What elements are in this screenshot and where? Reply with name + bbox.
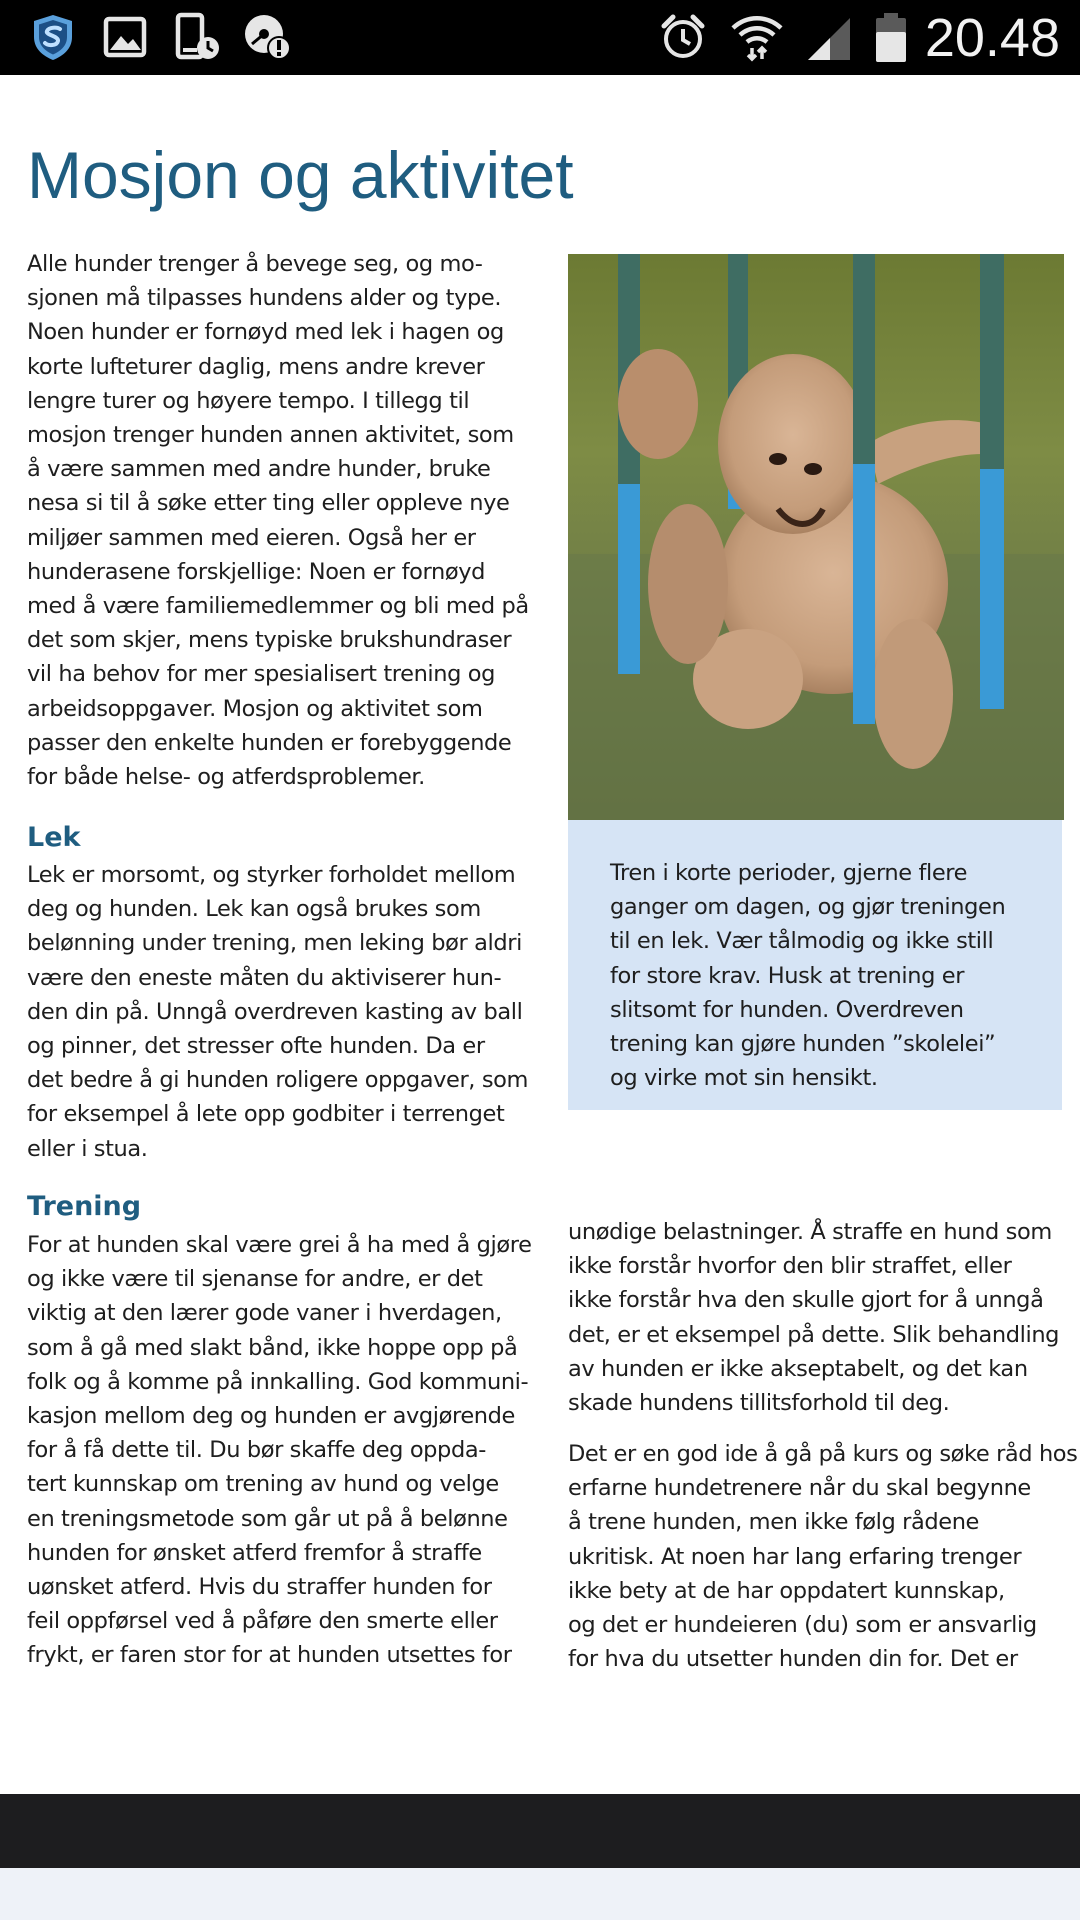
text-line: for hva du utsetter hunden din for. Det er <box>568 1646 1018 1673</box>
text-line: eller i stua. <box>27 1135 148 1162</box>
text-line: korte lufteturer daglig, mens andre krever <box>27 353 485 380</box>
poodle-agility-photo <box>568 254 1064 820</box>
text-line: en treningsmetode som går ut på å belønne <box>27 1505 508 1532</box>
text-line: for eksempel å lete opp godbiter i terrenget <box>27 1101 505 1128</box>
text-line: Lek er morsomt, og styrker forholdet mellom <box>27 862 516 888</box>
text-line: den din på. Unngå overdreven kasting av ball <box>27 998 523 1025</box>
alarm-icon <box>656 10 710 64</box>
phone-history-icon <box>170 10 224 64</box>
text-line: Det er en god ide å gå på kurs og søke råd hos <box>568 1441 1078 1467</box>
text-line: nesa si til å søke etter ting eller oppleve nye <box>27 490 510 517</box>
text-line: passer den enkelte hunden er forebyggende <box>27 729 512 756</box>
text-line: slitsomt for hunden. Overdreven <box>610 996 964 1023</box>
text-line: som å gå med slakt bånd, ikke hoppe opp på <box>27 1334 518 1361</box>
intro-paragraph <box>27 247 527 794</box>
text-line: uønsket atferd. Hvis du straffer hunden for <box>27 1574 492 1601</box>
trening-paragraph <box>27 1228 532 1673</box>
cell-signal-icon <box>802 10 856 64</box>
right-paragraph-2 <box>568 1437 1078 1676</box>
text-line: lengre turer og høyere tempo. I tillegg til <box>27 387 470 414</box>
text-line: og det er hundeieren (du) som er ansvarlig <box>568 1612 1037 1639</box>
page-title: Mosjon og aktivitet <box>27 138 574 212</box>
wifi-icon <box>730 10 784 64</box>
clock: 20.48 <box>924 8 1060 68</box>
text-line: å være sammen med andre hunder, bruke <box>27 456 491 483</box>
text-line: arbeidsoppgaver. Mosjon og aktivitet som <box>27 695 483 722</box>
lek-paragraph <box>27 858 527 1166</box>
document-page <box>0 75 1080 1794</box>
tip-box <box>568 820 1062 1110</box>
text-line: vil ha behov for mer spesialisert trening og <box>27 661 496 688</box>
text-line: for både helse- og atferdsproblemer. <box>27 764 425 791</box>
text-line: for store krav. Husk at trening er <box>610 962 965 989</box>
text-line: hunden for ønsket atferd fremfor å straffe <box>27 1539 482 1566</box>
text-line: Noen hunder er fornøyd med lek i hagen og <box>27 319 504 346</box>
text-line: ikke bety at de har oppdatert kunnskap, <box>568 1577 1005 1604</box>
text-line: ganger om dagen, og gjør treningen <box>610 894 1006 921</box>
text-line: Alle hunder trenger å bevege seg, og mo- <box>27 251 483 277</box>
text-line: belønning under trening, men leking bør aldri <box>27 930 522 957</box>
text-line: ukritisk. At noen har lang erfaring trenger <box>568 1543 1022 1570</box>
text-line: For at hunden skal være grei å ha med å gjøre <box>27 1232 532 1258</box>
text-line: unødige belastninger. Å straffe en hund som <box>568 1219 1052 1245</box>
text-line: Tren i korte perioder, gjerne flere <box>610 860 968 886</box>
storage-warning-icon <box>240 10 294 64</box>
text-line: og ikke være til sjenanse for andre, er det <box>27 1266 483 1293</box>
text-line: folk og å komme på innkalling. God kommuni- <box>27 1368 529 1395</box>
text-line: til en lek. Vær tålmodig og ikke still <box>610 928 994 955</box>
section-heading-lek: Lek <box>27 822 81 853</box>
text-line: mosjon trenger hunden annen aktivitet, som <box>27 422 514 449</box>
text-line: og virke mot sin hensikt. <box>610 1065 878 1092</box>
status-bar <box>0 0 1080 75</box>
text-line: miljøer sammen med eieren. Også her er <box>27 524 476 551</box>
text-line: for å få dette til. Du bør skaffe deg oppda- <box>27 1437 486 1464</box>
text-line: og pinner, det stresser ofte hunden. Da er <box>27 1033 485 1060</box>
text-line: av hunden er ikke akseptabelt, og det kan <box>568 1355 1028 1382</box>
text-line: skade hundens tillitsforhold til deg. <box>568 1390 950 1417</box>
battery-icon <box>864 10 918 64</box>
text-line: kasjon mellom deg og hunden er avgjørende <box>27 1403 515 1430</box>
text-line: det, er et eksempel på dette. Slik behandling <box>568 1321 1060 1348</box>
gallery-icon <box>98 10 152 64</box>
text-line: ikke forstår hvorfor den blir straffet, eller <box>568 1253 1012 1280</box>
shield-app-icon <box>26 10 80 64</box>
text-line: trening kan gjøre hunden ”skolelei” <box>610 1031 996 1058</box>
text-line: hunderasene forskjellige: Noen er fornøyd <box>27 558 486 585</box>
text-line: erfarne hundetrenere når du skal begynne <box>568 1475 1031 1502</box>
text-line: å trene hunden, men ikke følg rådene <box>568 1509 980 1536</box>
text-line: tert kunnskap om trening av hund og velge <box>27 1471 499 1498</box>
text-line: det bedre å gi hunden roligere oppgaver, som <box>27 1067 529 1094</box>
text-line: feil oppførsel ved å påføre den smerte eller <box>27 1608 498 1635</box>
text-line: være den eneste måten du aktiviserer hun- <box>27 964 502 991</box>
bottom-toolbar <box>0 1794 1080 1868</box>
text-line: med å være familiemedlemmer og bli med på <box>27 593 529 620</box>
text-line: det som skjer, mens typiske brukshundraser <box>27 627 512 654</box>
section-heading-trening: Trening <box>27 1191 142 1222</box>
text-line: deg og hunden. Lek kan også brukes som <box>27 896 481 923</box>
right-paragraph-1 <box>568 1215 1068 1420</box>
text-line: viktig at den lærer gode vaner i hverdagen, <box>27 1300 502 1327</box>
text-line: frykt, er faren stor for at hunden utsettes for <box>27 1642 512 1669</box>
text-line: ikke forstår hva den skulle gjort for å unngå <box>568 1287 1044 1314</box>
bottom-strip <box>0 1868 1080 1920</box>
text-line: sjonen må tilpasses hundens alder og type. <box>27 285 502 312</box>
